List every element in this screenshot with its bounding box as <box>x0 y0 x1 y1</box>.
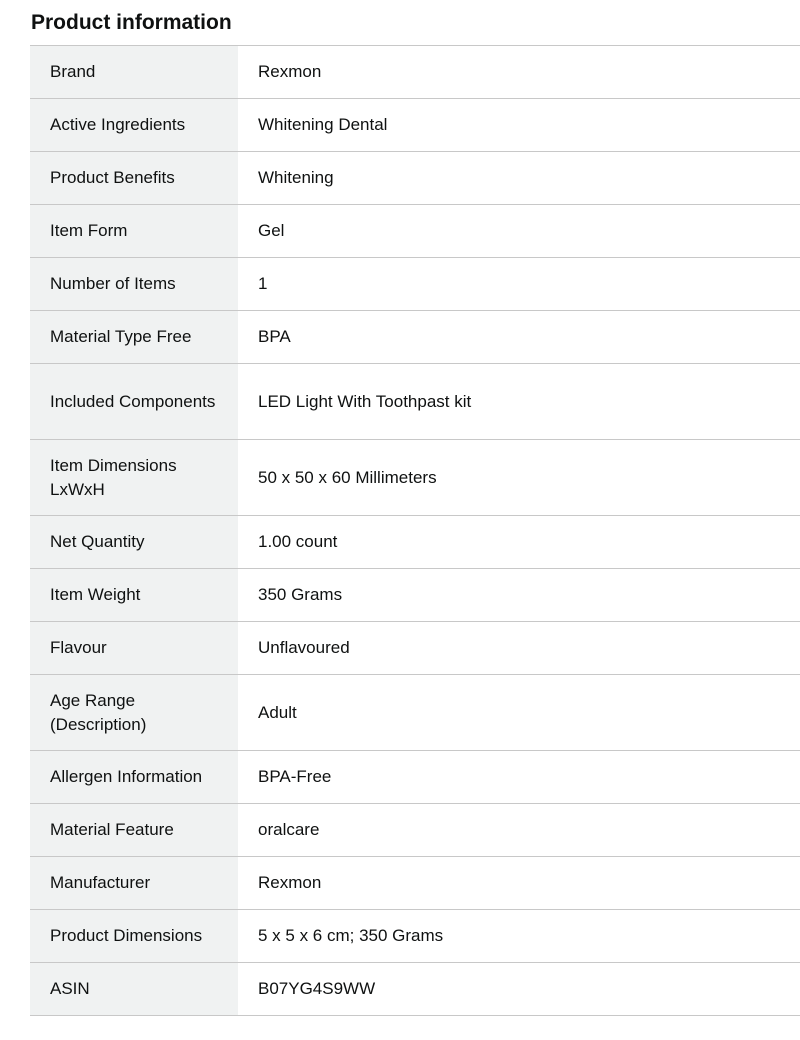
row-label: Brand <box>30 46 238 99</box>
row-label: Product Benefits <box>30 152 238 205</box>
table-row-product-dimensions <box>30 910 800 963</box>
row-value: LED Light With Toothpast kit <box>238 364 800 440</box>
row-label: Material Feature <box>30 804 238 857</box>
row-label: Product Dimensions <box>30 910 238 963</box>
row-value: 1 <box>238 258 800 311</box>
table-row-material-feature <box>30 804 800 857</box>
row-value: Rexmon <box>238 857 800 910</box>
row-value: 1.00 count <box>238 516 800 569</box>
row-label: Allergen Information <box>30 751 238 804</box>
row-label: Manufacturer <box>30 857 238 910</box>
row-value: Unflavoured <box>238 622 800 675</box>
row-label: Item Dimensions LxWxH <box>30 440 238 516</box>
table-row-allergen-information <box>30 751 800 804</box>
table-row-product-benefits <box>30 152 800 205</box>
table-row-age-range <box>30 675 800 751</box>
row-label: Active Ingredients <box>30 99 238 152</box>
row-label: Included Components <box>30 364 238 440</box>
table-row-manufacturer <box>30 857 800 910</box>
row-label: Flavour <box>30 622 238 675</box>
row-label: Material Type Free <box>30 311 238 364</box>
table-row-item-weight <box>30 569 800 622</box>
row-value: 5 x 5 x 6 cm; 350 Grams <box>238 910 800 963</box>
row-label: Age Range (Description) <box>30 675 238 751</box>
row-value: Rexmon <box>238 46 800 99</box>
product-info-table <box>30 45 800 1016</box>
table-row-net-quantity <box>30 516 800 569</box>
table-row-item-dimensions <box>30 440 800 516</box>
row-label: ASIN <box>30 963 238 1016</box>
row-value: Whitening Dental <box>238 99 800 152</box>
row-value: Adult <box>238 675 800 751</box>
row-value: Whitening <box>238 152 800 205</box>
row-value: Gel <box>238 205 800 258</box>
row-value: B07YG4S9WW <box>238 963 800 1016</box>
row-label: Net Quantity <box>30 516 238 569</box>
table-row-included-components <box>30 364 800 440</box>
row-value: oralcare <box>238 804 800 857</box>
row-value: BPA <box>238 311 800 364</box>
table-row-material-type-free <box>30 311 800 364</box>
table-row-active-ingredients <box>30 99 800 152</box>
row-label: Item Weight <box>30 569 238 622</box>
table-row-number-of-items <box>30 258 800 311</box>
row-label: Item Form <box>30 205 238 258</box>
page-title: Product information <box>31 11 232 34</box>
table-row-brand <box>30 46 800 99</box>
table-row-flavour <box>30 622 800 675</box>
row-label: Number of Items <box>30 258 238 311</box>
row-value: 350 Grams <box>238 569 800 622</box>
table-row-item-form <box>30 205 800 258</box>
row-value: 50 x 50 x 60 Millimeters <box>238 440 800 516</box>
table-row-asin <box>30 963 800 1016</box>
row-value: BPA-Free <box>238 751 800 804</box>
